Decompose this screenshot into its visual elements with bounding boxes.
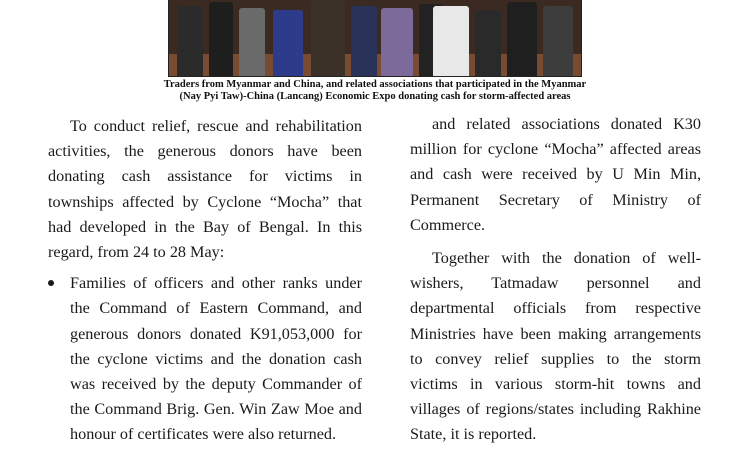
right-column xyxy=(410,112,701,448)
photo-person xyxy=(543,6,573,76)
closing-paragraph: Together with the donation of well-wishers, Tatmadaw personnel and departmental officials from respective Ministries have been making arrangements to convey relief supplies to the storm victims in various storm-hit towns and villages of regions/states including Rakhine State, it is reported. xyxy=(410,249,701,444)
caption-line-2: (Nay Pyi Taw)-China (Lancang) Economic Expo donating cash for storm-affected areas xyxy=(179,91,571,102)
photo-person xyxy=(311,0,345,76)
photo-person xyxy=(351,6,377,76)
photo-person xyxy=(433,6,469,76)
photo-person xyxy=(209,2,233,76)
photo-person xyxy=(177,6,203,76)
intro-paragraph: To conduct relief, rescue and rehabilitation activities, the generous donors have been donating cash assistance for victims in townships affected by Cyclone “Mocha” that had developed in the Bay of Bengal. In this regard, from 24 to 28 May: xyxy=(48,117,362,262)
left-column xyxy=(48,114,362,448)
list-item-text: Families of officers and other ranks under the Command of Eastern Command, and generous donors donated K91,053,000 for the cyclone victims and the donation cash was received by the deputy Commander of the Command Brig. Gen. Win Zaw Moe and honour of certificates were also returned. xyxy=(70,274,362,444)
continued-paragraph: and related associations donated K30 million for cyclone “Mocha” affected areas and cash were received by U Min Min, Permanent Secretary of Ministry of Commerce. xyxy=(410,115,701,234)
photo-person xyxy=(273,10,303,76)
caption-line-1: Traders from Myanmar and China, and related associations that participated in the Myanmar xyxy=(163,79,587,90)
photo-person xyxy=(381,8,413,76)
donation-list xyxy=(48,271,362,447)
photo-person xyxy=(475,10,501,76)
photo-caption xyxy=(100,79,650,103)
photo-person xyxy=(507,2,537,76)
photo-person xyxy=(239,8,265,76)
list-item xyxy=(48,271,362,447)
bullet-icon xyxy=(48,280,54,286)
news-photo xyxy=(168,0,582,77)
